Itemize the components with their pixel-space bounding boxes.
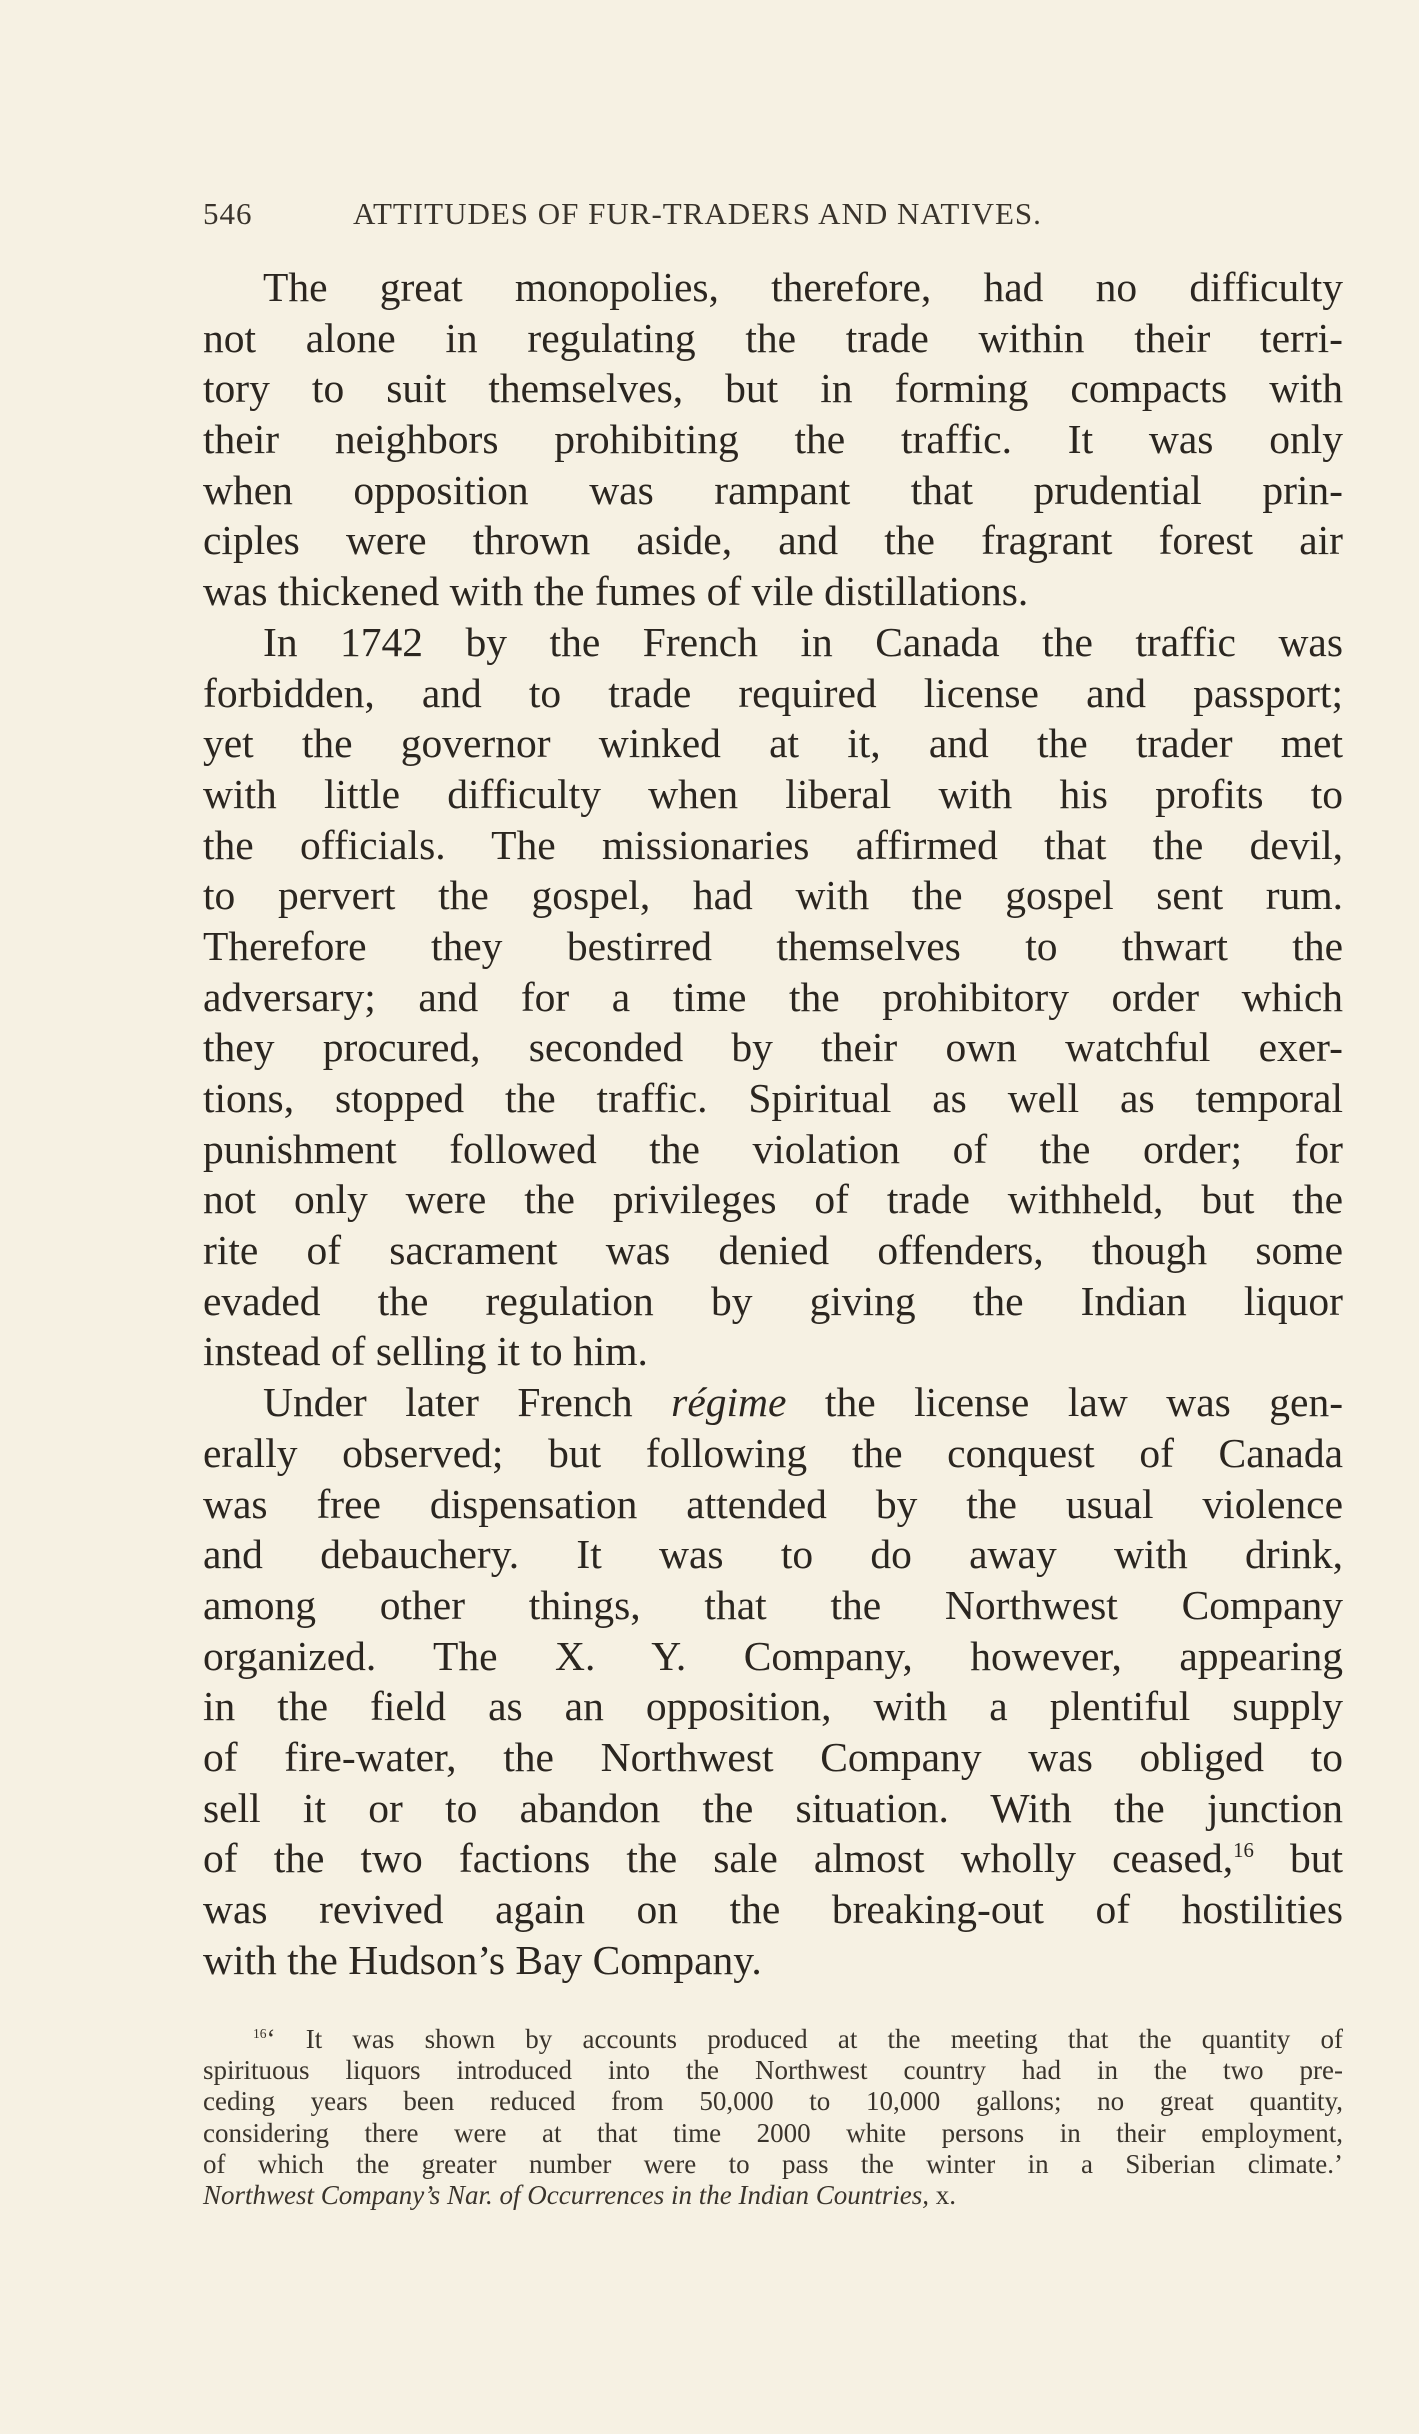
paragraph-line: Therefore they bestirred themselves to thwart the — [203, 922, 1343, 969]
footnote-line: spirituous liquors introduced into the Northwest country had in the two pre- — [203, 2055, 1343, 2086]
paragraph-line: rite of sacrament was denied offenders, though some — [203, 1227, 1343, 1274]
paragraph-line: their neighbors prohibiting the traffic. It was only — [203, 416, 1343, 463]
paragraph-line: tions, stopped the traffic. Spiritual as well as temporal — [203, 1075, 1343, 1121]
paragraph-line: the officials. The missionaries affirmed that the devil, — [203, 821, 1343, 868]
paragraph-line: with little difficulty when liberal with his profits to — [203, 770, 1343, 817]
paragraph-line: when opposition was rampant that prudential prin- — [203, 466, 1343, 513]
paragraph-line: tory to suit themselves, but in forming compacts with — [203, 365, 1343, 412]
footnote-text: ‘ It was shown by accounts produced at the meeting that the quantity of — [266, 2024, 1343, 2054]
footnote-reference[interactable]: 16 — [1233, 1840, 1254, 1863]
footnote-line — [203, 2024, 1343, 2055]
paragraph-line: among other things, that the Northwest Company — [203, 1581, 1343, 1628]
paragraph-line: evaded the regulation by giving the Indian liquor — [203, 1277, 1343, 1324]
paragraph-line: The great monopolies, therefore, had no difficulty — [263, 264, 1343, 310]
paragraph-line — [203, 1377, 1343, 1428]
footnote-line: ceding years been reduced from 50,000 to 10,000 gallons; no great quantity, — [203, 2086, 1343, 2117]
italic-word: régime — [671, 1379, 787, 1426]
paragraph-line: forbidden, and to trade required license and passport; — [203, 669, 1343, 716]
footnote-block — [203, 2024, 1343, 2211]
paragraph-line: In 1742 by the French in Canada the traffic was — [263, 618, 1343, 665]
paragraph-line: yet the governor winked at it, and the trader met — [203, 720, 1343, 767]
body-text — [203, 262, 1343, 1985]
paragraph-line: was free dispensation attended by the usual violence — [203, 1480, 1343, 1527]
paragraph-line: instead of selling it to him. — [203, 1328, 648, 1375]
paragraph-line: organized. The X. Y. Company, however, appearing — [203, 1632, 1343, 1679]
line-text: of the two factions the sale almost wholly ceased, — [203, 1835, 1234, 1882]
line-text: Under later French — [263, 1379, 633, 1426]
paragraph-line: with the Hudson’s Bay Company. — [203, 1936, 762, 1983]
paragraph-line: erally observed; but following the conquest of Canada — [203, 1429, 1343, 1476]
paragraph-line: was thickened with the fumes of vile distillations. — [203, 568, 1029, 615]
paragraph-line: punishment followed the violation of the order; for — [203, 1125, 1343, 1172]
paragraph-line: sell it or to abandon the situation. With the junction — [203, 1784, 1343, 1831]
line-text: but — [1253, 1835, 1343, 1882]
paragraph-line — [203, 1833, 1343, 1884]
paragraph-line: not alone in regulating the trade within their terri- — [203, 314, 1343, 361]
citation-page: x. — [928, 2179, 956, 2210]
line-text: the license law was gen- — [824, 1379, 1344, 1426]
footnote-line: considering there were at that time 2000 white persons in their employment, — [203, 2117, 1343, 2148]
footnote-number: 16 — [253, 2026, 267, 2041]
running-title: ATTITUDES OF FUR-TRADERS AND NATIVES. — [353, 196, 1042, 231]
citation-title: Northwest Company’s Nar. of Occurrences in the Indian Countries, — [203, 2179, 929, 2210]
paragraph-line: in the field as an opposition, with a plentiful supply — [203, 1683, 1343, 1730]
paragraph-line: not only were the privileges of trade withheld, but the — [203, 1176, 1343, 1223]
paragraph-line: to pervert the gospel, had with the gospel sent rum. — [203, 872, 1343, 919]
footnote-line: of which the greater number were to pass the winter in a Siberian climate.’ — [203, 2148, 1343, 2179]
paragraph-line: of fire-water, the Northwest Company was obliged to — [203, 1733, 1343, 1780]
paragraph-line: and debauchery. It was to do away with drink, — [203, 1531, 1343, 1578]
footnote-citation — [203, 2180, 1343, 2211]
paragraph-line: was revived again on the breaking-out of hostilities — [203, 1886, 1343, 1932]
page-number: 546 — [203, 196, 253, 231]
paragraph-line: they procured, seconded by their own watchful exer- — [203, 1024, 1343, 1071]
running-header — [203, 196, 1203, 232]
paragraph-line: ciples were thrown aside, and the fragrant forest air — [203, 517, 1343, 564]
paragraph-line: adversary; and for a time the prohibitory order which — [203, 973, 1343, 1020]
